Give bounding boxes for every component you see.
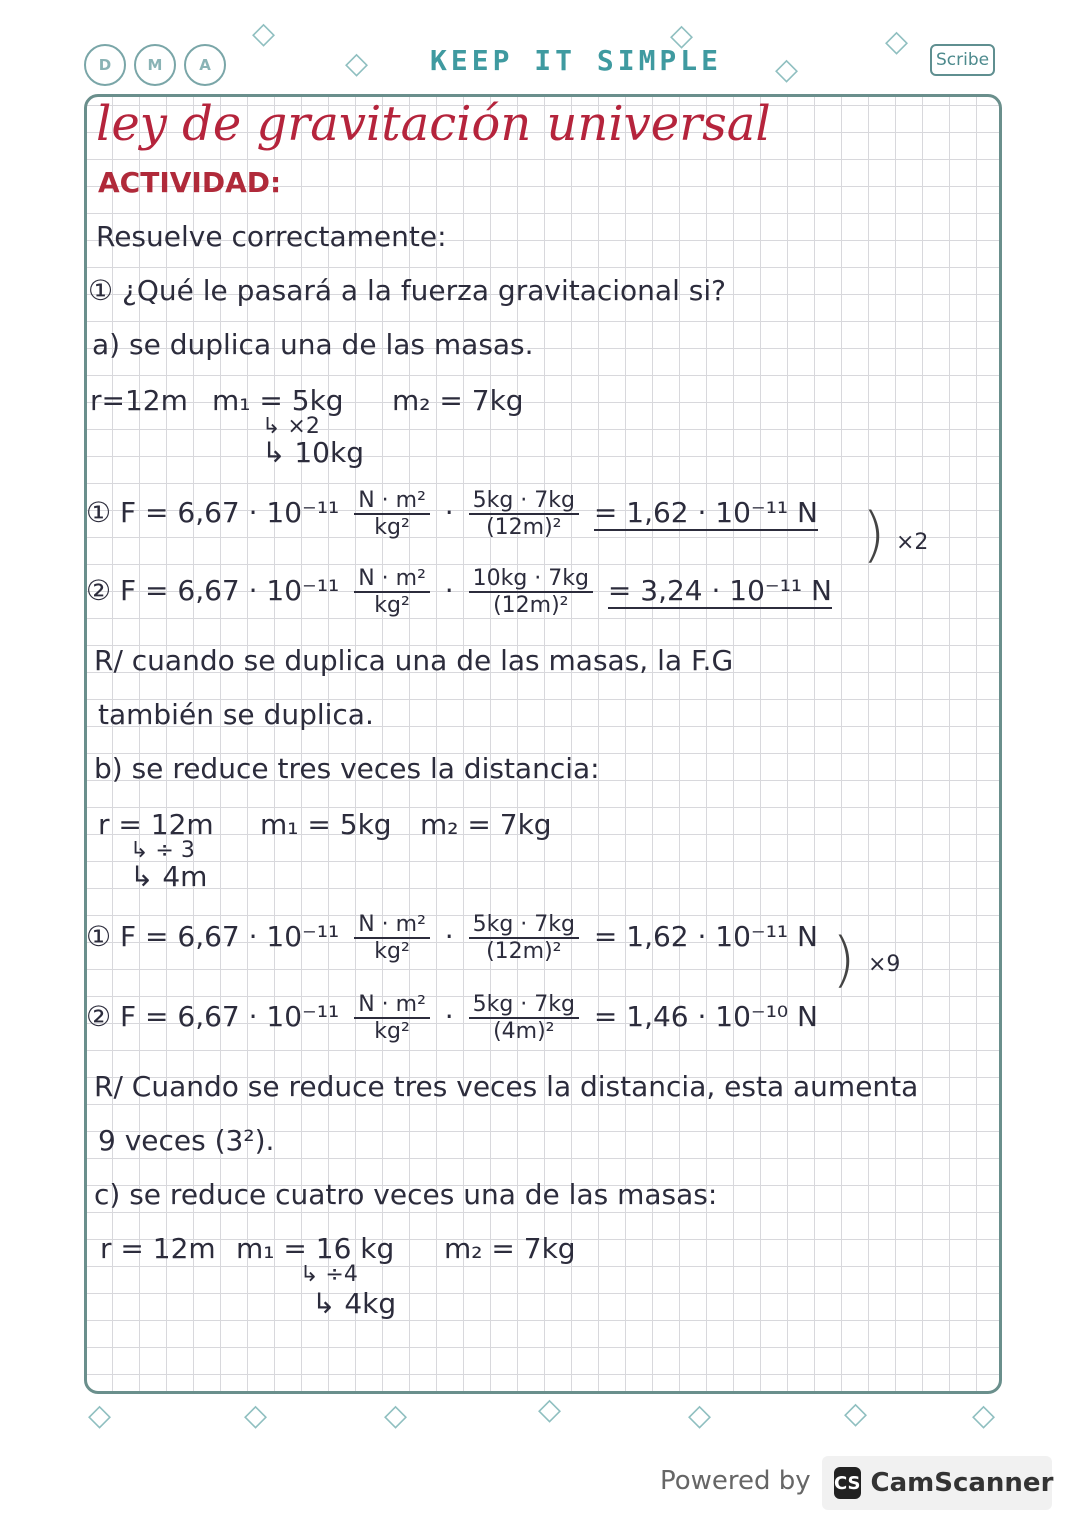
b-factor: ×9: [868, 952, 901, 977]
a-mass2: m₂ = 7kg: [392, 384, 524, 417]
diamond-icon: ◇: [538, 1392, 562, 1427]
c-mass1-op: ↳ ÷4: [300, 1262, 358, 1287]
part-a-heading: a) se duplica una de las masas.: [92, 328, 534, 361]
scribe-badge: Scribe: [930, 44, 995, 76]
b-radius-op: ↳ ÷ 3: [130, 838, 195, 863]
a-equation-1: ① F = 6,67 · 10⁻¹¹ $\frac{\text{N · m²}}{\text{kg²}}$ · $\frac{5kg \cdot 7kg}{\text{(12m)²}}$ = 1,62 · 10⁻¹¹ N: [86, 488, 818, 540]
question: ① ¿Qué le pasará a la fuerza gravitacional si?: [88, 274, 726, 307]
part-c-heading: c) se reduce cuatro veces una de las masas:: [94, 1178, 718, 1211]
a-equation-2: ② F = 6,67 · 10⁻¹¹ $\frac{\text{N · m²}}{\text{kg²}}$ · $\frac{10kg \cdot 7kg}{\text{(12m)²}}$ = 3,24 · 10⁻¹¹ N: [86, 566, 832, 618]
a-mass1-op: ↳ ×2: [262, 414, 320, 439]
a-factor: ×2: [896, 530, 929, 555]
page-title: ley de gravitación universal: [96, 96, 771, 152]
header-circle-a: A: [184, 44, 226, 86]
b-radius: r = 12m: [98, 808, 214, 841]
b-equation-2: ② F = 6,67 · 10⁻¹¹ $\frac{\text{N · m²}}{\text{kg²}}$ · $\frac{5kg \cdot 7kg}{\text{(4m)²}}$ = 1,46 · 10⁻¹⁰ N: [86, 992, 818, 1044]
diamond-icon: ◇: [972, 1398, 996, 1433]
bracket: ): [862, 500, 886, 570]
diamond-icon: ◇: [252, 16, 276, 51]
camscanner-name: CamScanner: [870, 1468, 1054, 1498]
diamond-icon: ◇: [885, 24, 909, 59]
b-answer-line2: 9 veces (3²).: [98, 1124, 275, 1157]
header-circle-d: D: [84, 44, 126, 86]
diamond-icon: ◇: [688, 1398, 712, 1433]
instruction: Resuelve correctamente:: [96, 220, 447, 253]
b-mass2: m₂ = 7kg: [420, 808, 552, 841]
a-mass1-result: ↳ 10kg: [262, 436, 364, 469]
bracket: ): [832, 925, 856, 995]
c-radius: r = 12m: [100, 1232, 216, 1265]
c-mass1: m₁ = 16 kg: [236, 1232, 395, 1265]
diamond-icon: ◇: [384, 1398, 408, 1433]
b-equation-1: ① F = 6,67 · 10⁻¹¹ $\frac{\text{N · m²}}{\text{kg²}}$ · $\frac{5kg \cdot 7kg}{\text{(12m)²}}$ = 1,62 · 10⁻¹¹ N: [86, 912, 818, 964]
b-radius-result: ↳ 4m: [130, 860, 208, 893]
camscanner-logo-icon: CS: [834, 1467, 861, 1499]
camscanner-badge: [822, 1456, 1052, 1510]
diamond-icon: ◇: [844, 1396, 868, 1431]
c-mass2: m₂ = 7kg: [444, 1232, 576, 1265]
diamond-icon: ◇: [670, 18, 694, 53]
brand-title: KEEP IT SIMPLE: [430, 44, 723, 77]
powered-by: Powered by: [660, 1466, 811, 1496]
c-mass1-result: ↳ 4kg: [312, 1287, 397, 1320]
activity-label: ACTIVIDAD:: [98, 166, 282, 199]
diamond-icon: ◇: [775, 52, 799, 87]
a-mass1: m₁ = 5kg: [212, 384, 344, 417]
part-b-heading: b) se reduce tres veces la distancia:: [94, 752, 600, 785]
a-answer-line1: R/ cuando se duplica una de las masas, la F.G: [94, 644, 734, 677]
a-answer-line2: también se duplica.: [98, 698, 374, 731]
diamond-icon: ◇: [244, 1398, 268, 1433]
b-answer-line1: R/ Cuando se reduce tres veces la distancia, esta aumenta: [94, 1070, 919, 1103]
diamond-icon: ◇: [345, 46, 369, 81]
a-radius: r=12m: [90, 384, 188, 417]
diamond-icon: ◇: [88, 1398, 112, 1433]
b-mass1: m₁ = 5kg: [260, 808, 392, 841]
header-circle-m: M: [134, 44, 176, 86]
